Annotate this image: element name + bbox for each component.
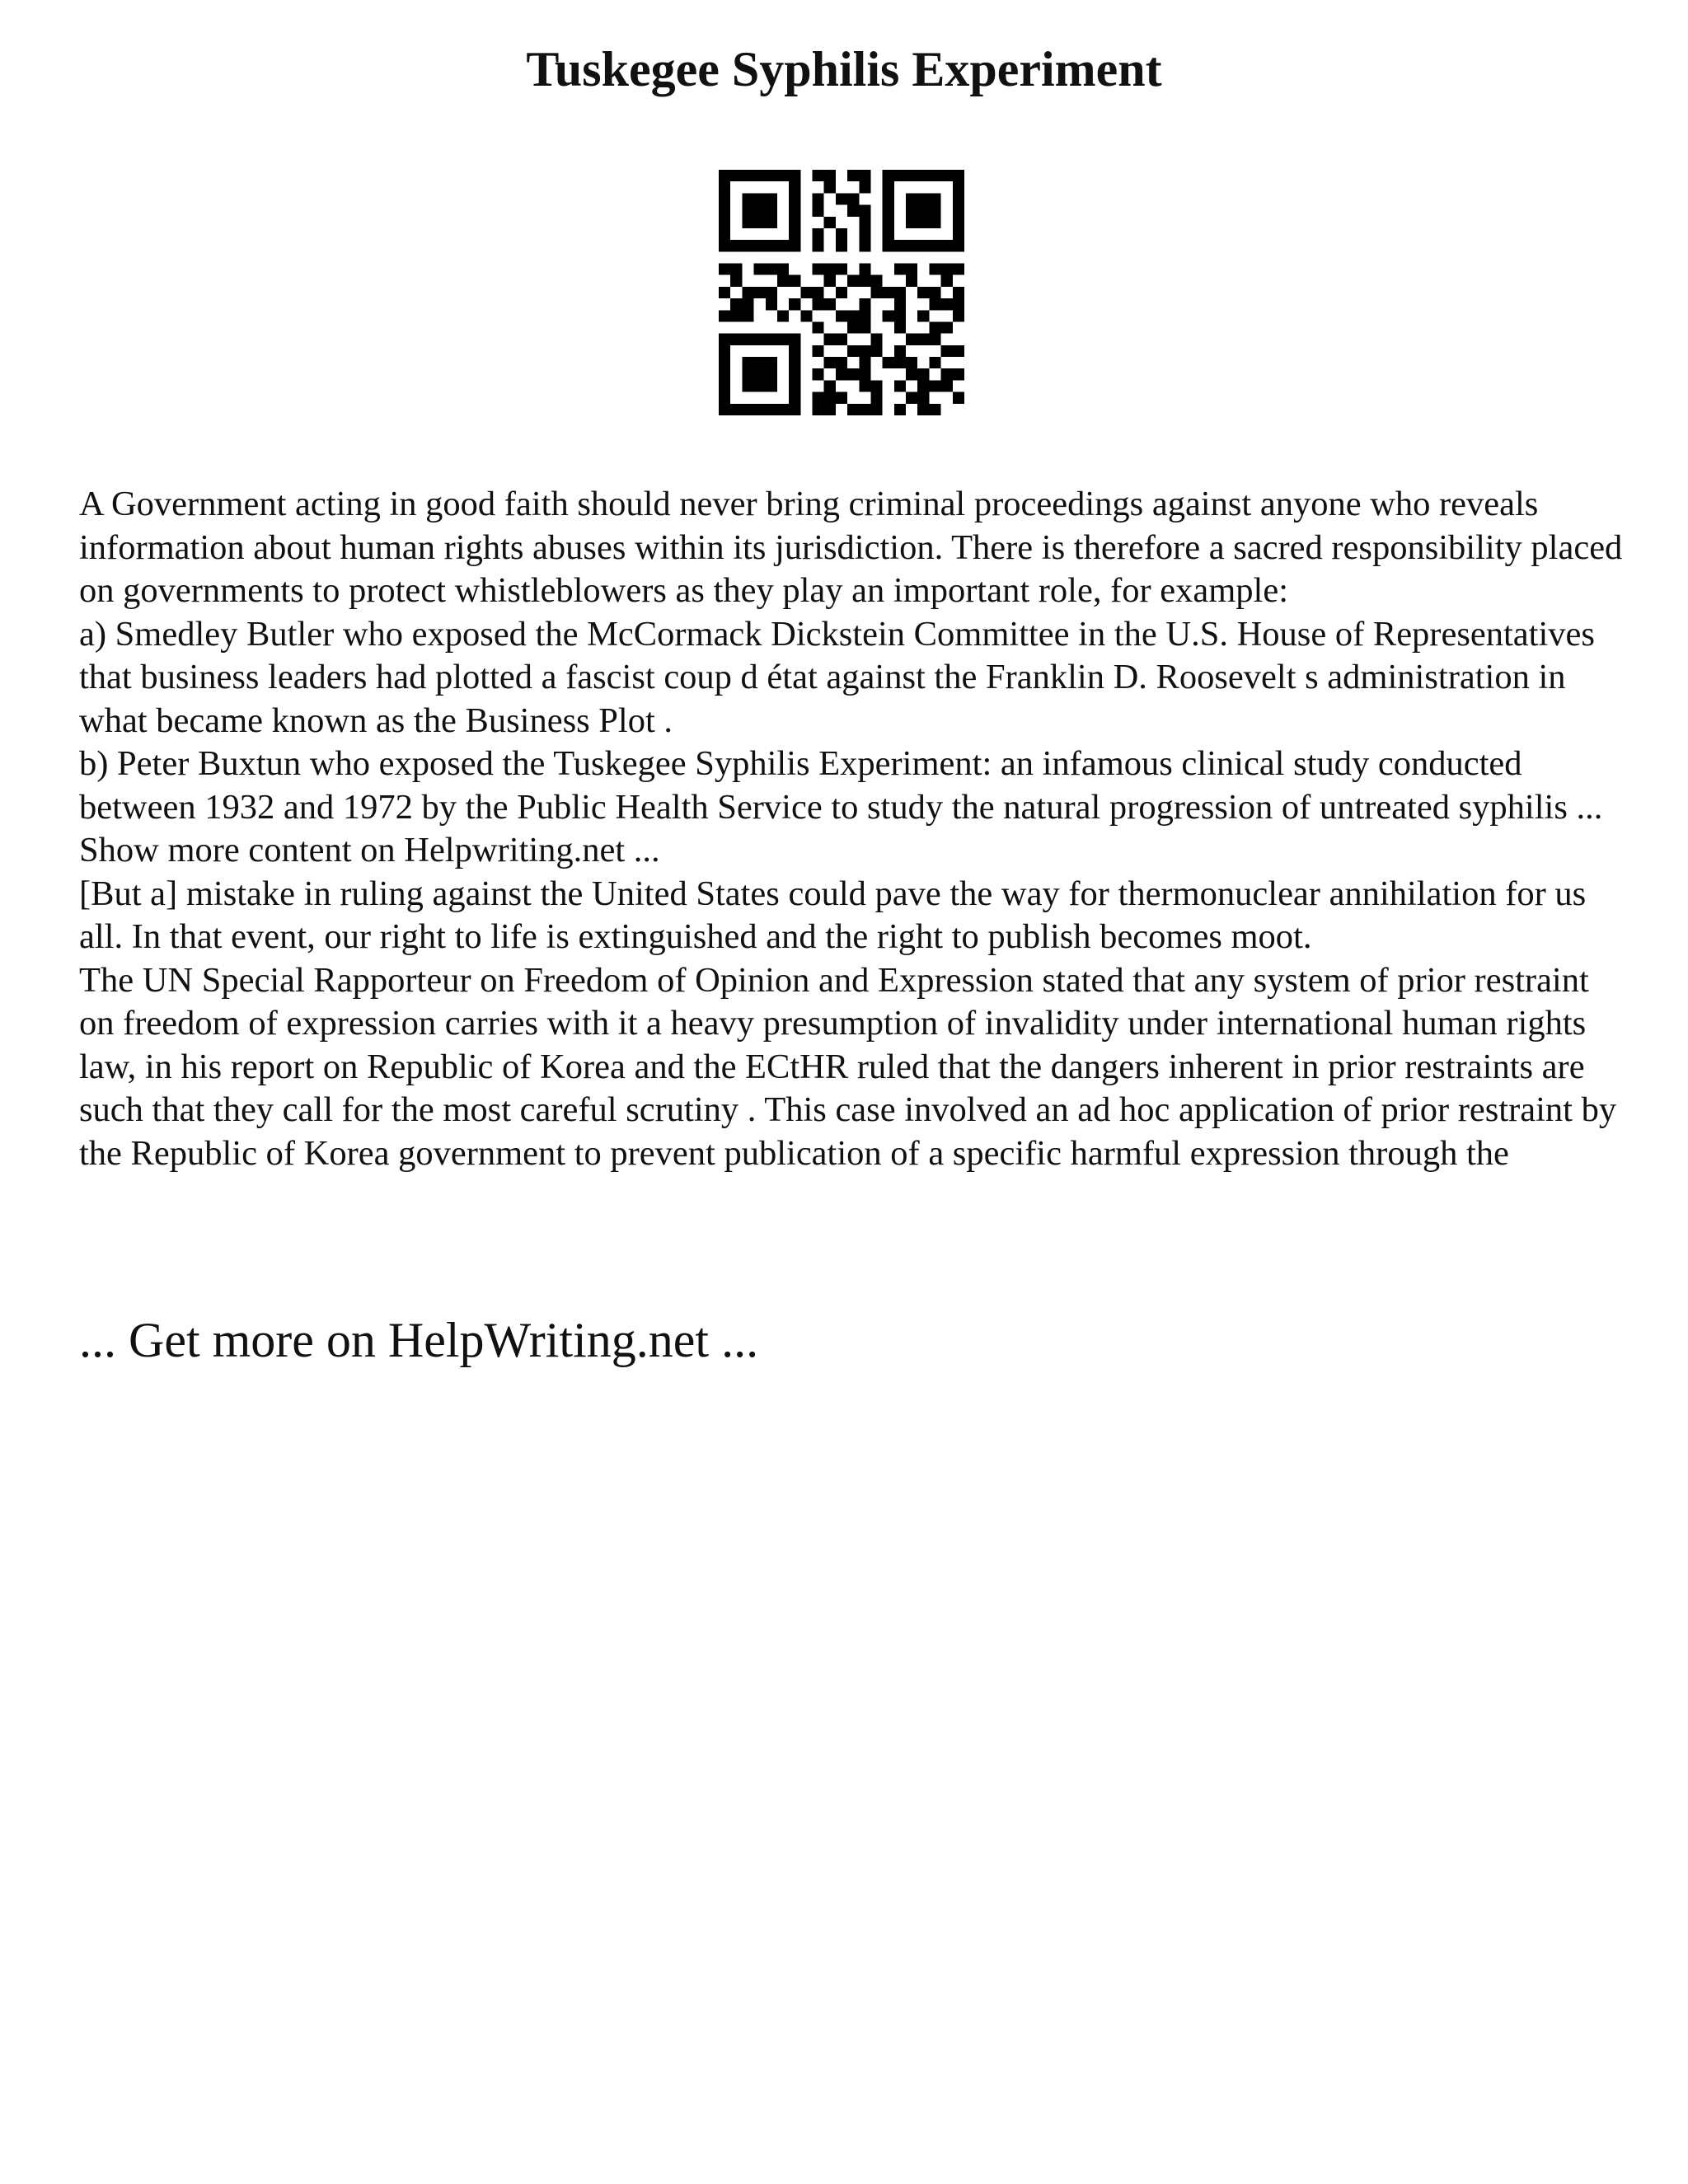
paragraph-intro: A Government acting in good faith should never bring criminal proceedings against anyone who reveals information about human rights abuses within its jurisdiction. There is therefore a sacred responsibility placed on governments to protect whistleblowers as they play an important role, for example: xyxy=(79,485,1623,610)
get-more-link[interactable]: ... Get more on HelpWriting.net ... xyxy=(79,1313,759,1367)
qr-code-icon[interactable] xyxy=(719,170,964,415)
paragraph-butler: a) Smedley Butler who exposed the McCormack Dickstein Committee in the U.S. House of Representatives that business leaders had plotted a fascist coup d état against the Franklin D. Roosevelt s administration in what became known as the Business Plot . xyxy=(79,614,1595,740)
paragraph-un-rapporteur: The UN Special Rapporteur on Freedom of Opinion and Expression stated that any system of prior restraint on freedom of expression carries with it a heavy presumption of invalidity under international human rights law, in his report on Republic of Korea and the ECtHR ruled that the dangers inherent in prior restraints are such that they call for the most careful scrutiny . This case involved an ad hoc application of prior restraint by the Republic of Korea government to prevent publication of a specific harmful expression through the xyxy=(79,960,1617,1173)
body-text xyxy=(79,483,1629,1175)
page-title: Tuskegee Syphilis Experiment xyxy=(526,42,1162,96)
paragraph-buxtun: b) Peter Buxtun who exposed the Tuskegee Syphilis Experiment: an infamous clinical study conducted between 1932 and 1972 by the Public Health Service to study the natural progression of untreated syphilis ... Show more content on Helpwriting.net ... xyxy=(79,744,1603,869)
paragraph-mistake: [But a] mistake in ruling against the United States could pave the way for thermonuclear annihilation for us all. In that event, our right to life is extinguished and the right to publish becomes moot. xyxy=(79,874,1587,956)
